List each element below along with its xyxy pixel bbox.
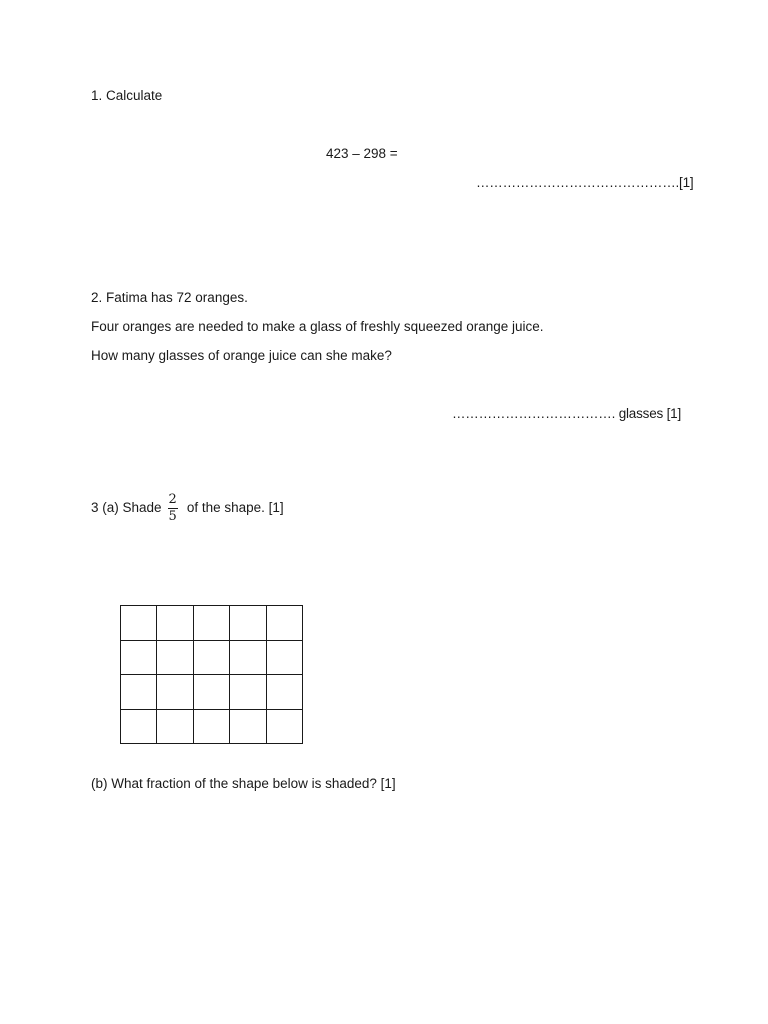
grid-cell[interactable]	[157, 606, 193, 641]
question-3a	[91, 490, 284, 526]
fraction-denominator: 5	[168, 508, 177, 524]
grid-cell[interactable]	[121, 641, 157, 676]
question-2-line-2: Four oranges are needed to make a glass of freshly squeezed orange juice.	[91, 319, 544, 334]
grid-cell[interactable]	[194, 606, 230, 641]
grid-cell[interactable]	[267, 710, 303, 745]
question-1-answer-line[interactable]: ……………………………………….[1]	[476, 175, 694, 190]
question-2-answer-line[interactable]: ………………………………. glasses [1]	[452, 406, 682, 421]
fraction-two-fifths	[168, 493, 178, 524]
grid-cell[interactable]	[121, 606, 157, 641]
grid-cell[interactable]	[157, 641, 193, 676]
fraction-numerator: 2	[168, 491, 177, 507]
question-1-label: 1. Calculate	[91, 88, 163, 103]
question-2-line-1: 2. Fatima has 72 oranges.	[91, 290, 248, 305]
grid-cell[interactable]	[230, 710, 266, 745]
shading-grid[interactable]	[120, 605, 303, 744]
grid-cell[interactable]	[194, 675, 230, 710]
grid-cell[interactable]	[121, 710, 157, 745]
grid-cell[interactable]	[267, 606, 303, 641]
grid-cell[interactable]	[230, 606, 266, 641]
grid-cell[interactable]	[121, 675, 157, 710]
grid-cell[interactable]	[194, 641, 230, 676]
question-3a-suffix: of the shape. [1]	[186, 500, 284, 515]
question-1-sum: 423 – 298 =	[326, 146, 398, 161]
grid-cell[interactable]	[157, 675, 193, 710]
question-2-line-3: How many glasses of orange juice can she make?	[91, 348, 392, 363]
question-3a-prefix: 3 (a) Shade	[91, 500, 162, 515]
grid-cell[interactable]	[267, 641, 303, 676]
grid-cell[interactable]	[157, 710, 193, 745]
grid-cell[interactable]	[230, 641, 266, 676]
question-3b: (b) What fraction of the shape below is shaded? [1]	[91, 776, 396, 791]
grid-cell[interactable]	[230, 675, 266, 710]
grid-cell[interactable]	[267, 675, 303, 710]
grid-cell[interactable]	[194, 710, 230, 745]
